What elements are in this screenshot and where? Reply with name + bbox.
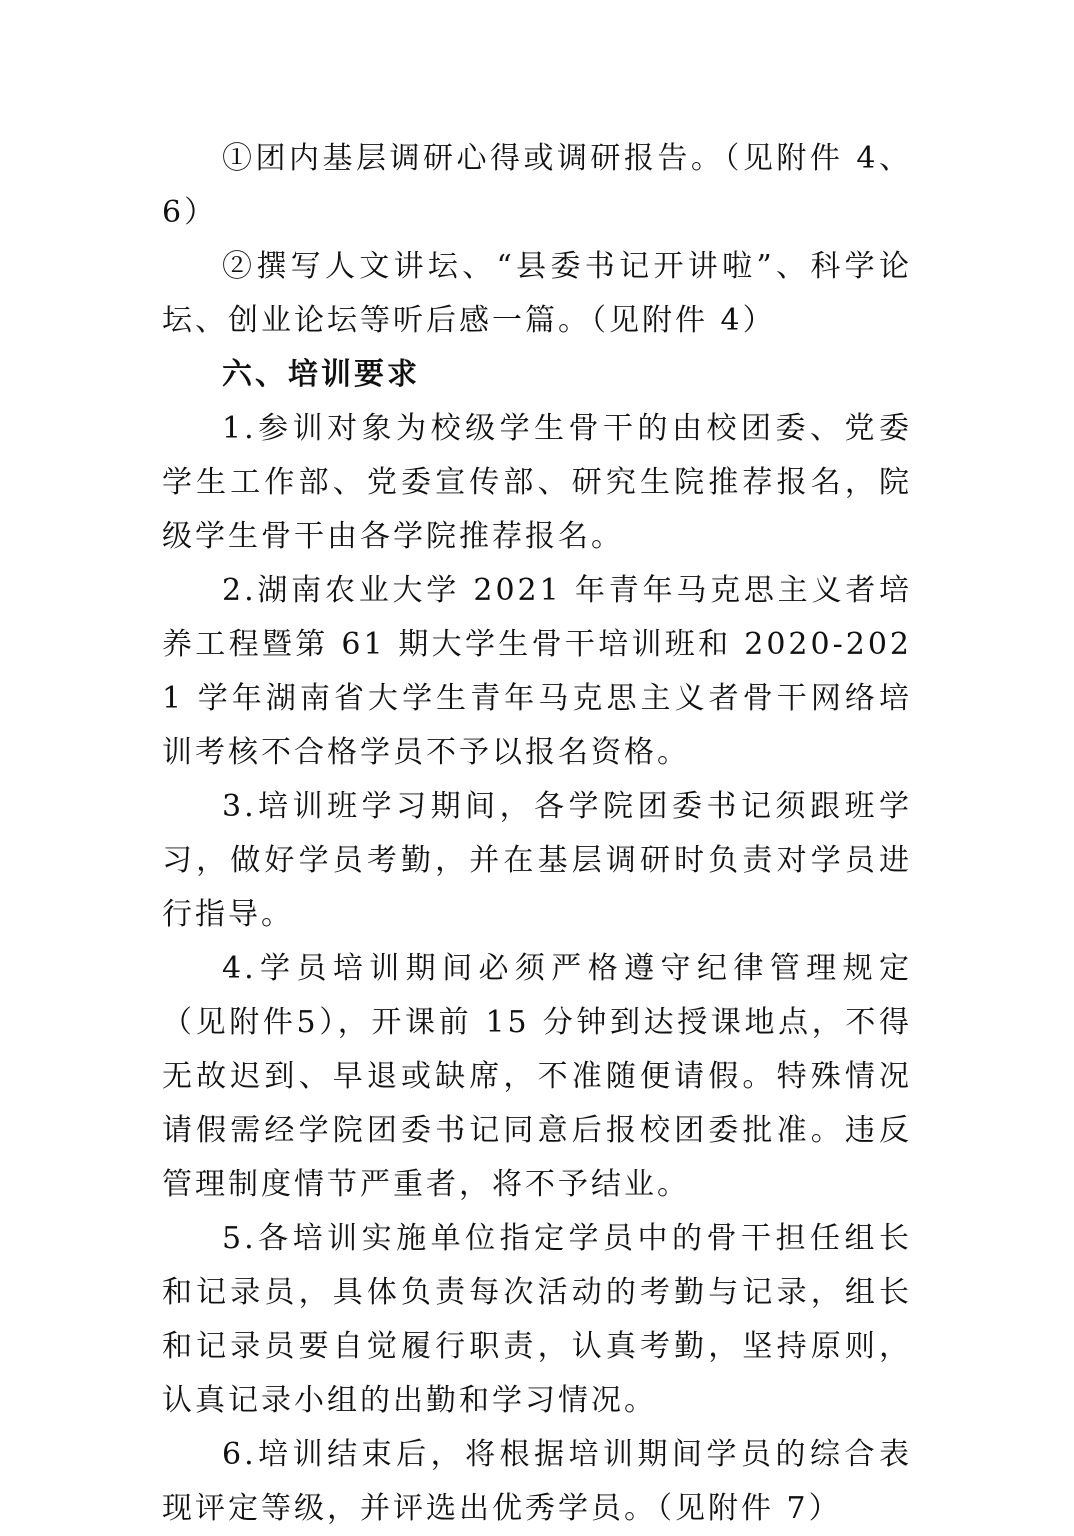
requirement-paragraph-4: 4.学员培训期间必须严格遵守纪律管理规定（见附件5），开课前 15 分钟到达授课地点，不得无故迟到、早退或缺席，不准随便请假。特殊情况请假需经学院团委书记同意后报校团委批准。违反管理制度情节严重者，将不予结业。 — [162, 951, 912, 1202]
requirement-paragraph-3: 3.培训班学习期间，各学院团委书记须跟班学习，做好学员考勤，并在基层调研时负责对学员进行指导。 — [162, 789, 912, 932]
requirement-paragraph-1: 1.参训对象为校级学生骨干的由校团委、党委学生工作部、党委宣传部、研究生院推荐报名，院级学生骨干由各学院推荐报名。 — [162, 411, 912, 554]
section-heading: 六、培训要求 — [222, 357, 420, 392]
requirement-paragraph-2: 2.湖南农业大学 2021 年青年马克思主义者培养工程暨第 61 期大学生骨干培训班和 2020-2021 学年湖南省大学生青年马克思主义者骨干网络培训考核不合格学员不予以报名资格。 — [162, 573, 912, 770]
requirement-paragraph-6: 6.培训结束后，将根据培训期间学员的综合表现评定等级，并评选出优秀学员。（见附件 7） — [162, 1437, 912, 1526]
document-body — [162, 132, 912, 1536]
item-paragraph-2: ②撰写人文讲坛、“县委书记开讲啦”、科学论坛、创业论坛等听后感一篇。（见附件 4） — [162, 249, 912, 338]
requirement-paragraph-5: 5.各培训实施单位指定学员中的骨干担任组长和记录员，具体负责每次活动的考勤与记录，组长和记录员要自觉履行职责，认真考勤，坚持原则，认真记录小组的出勤和学习情况。 — [162, 1221, 912, 1418]
item-paragraph-1: ①团内基层调研心得或调研报告。（见附件 4、6） — [162, 141, 912, 230]
